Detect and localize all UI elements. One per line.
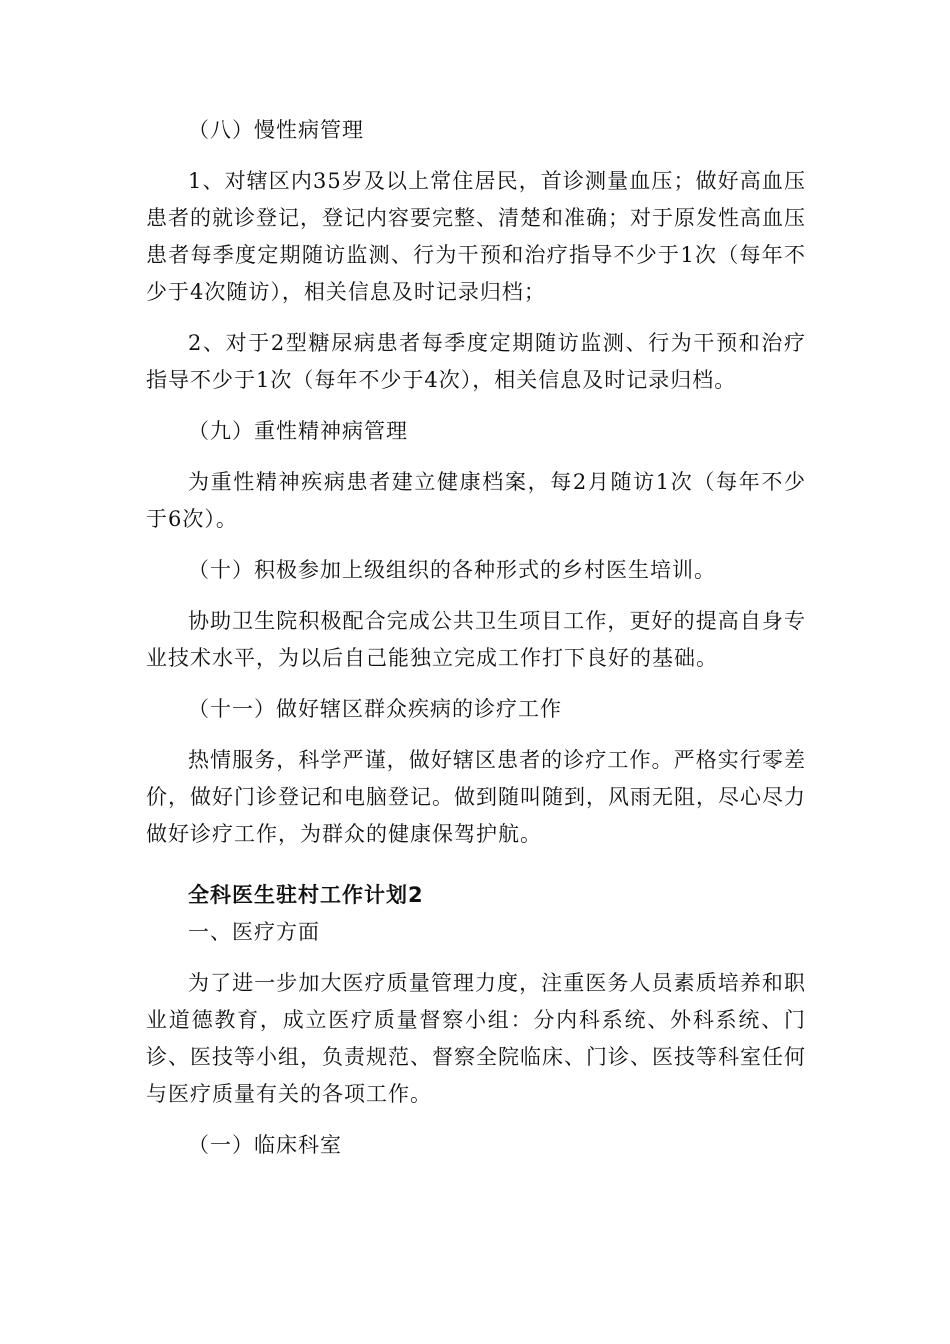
document-body	[146, 112, 806, 1164]
paragraph-training: 协助卫生院积极配合完成公共卫生项目工作，更好的提高自身专业技术水平，为以后自己能独立完成工作打下良好的基础。	[146, 609, 806, 670]
plan-title: 全科医生驻村工作计划2	[188, 883, 424, 907]
paragraph-mental-illness: 为重性精神疾病患者建立健康档案，每2月随访1次（每年不少于6次）。	[146, 470, 806, 531]
section-heading-training: （十）积极参加上级组织的各种形式的乡村医生培训。	[188, 558, 716, 582]
section-heading-clinical: （一）临床科室	[188, 1133, 342, 1157]
paragraph-hypertension: 1、对辖区内35岁及以上常住居民，首诊测量血压；做好高血压患者的就诊登记，登记内容要完整、清楚和准确；对于原发性高血压患者每季度定期随访监测、行为干预和治疗指导不少于1次（每年不少于4次随访），相关信息及时记录归档；	[146, 169, 806, 304]
section-heading-chronic-disease: （八）慢性病管理	[188, 118, 364, 142]
section-heading-mental-illness: （九）重性精神病管理	[188, 419, 408, 443]
paragraph-diabetes: 2、对于2型糖尿病患者每季度定期随访监测、行为干预和治疗指导不少于1次（每年不少于4次），相关信息及时记录归档。	[146, 331, 806, 392]
paragraph-diagnosis: 热情服务，科学严谨，做好辖区患者的诊疗工作。严格实行零差价，做好门诊登记和电脑登记。做到随叫随到，风雨无阻，尽心尽力做好诊疗工作，为群众的健康保驾护航。	[146, 748, 806, 846]
section-heading-diagnosis: （十一）做好辖区群众疾病的诊疗工作	[188, 697, 562, 721]
section-heading-medical: 一、医疗方面	[188, 920, 320, 944]
paragraph-medical-quality: 为了进一步加大医疗质量管理力度，注重医务人员素质培养和职业道德教育，成立医疗质量督察小组：分内科系统、外科系统、门诊、医技等小组，负责规范、督察全院临床、门诊、医技等科室任何与医疗质量有关的各项工作。	[146, 971, 806, 1106]
